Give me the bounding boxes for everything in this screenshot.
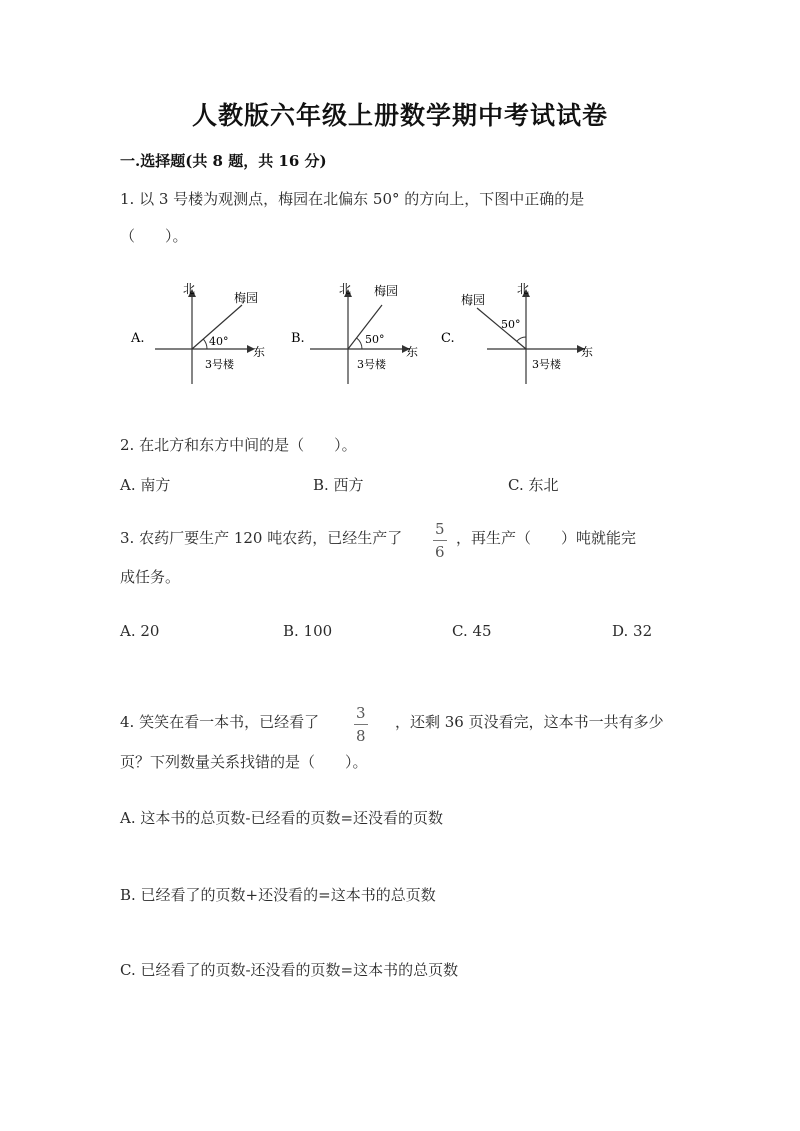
angle-arc	[517, 337, 526, 341]
question-3-text-line2: 成任务。	[120, 568, 181, 586]
svg-text:东: 东	[253, 345, 266, 359]
question-2-text: 2. 在北方和东方中间的是（ ）。	[120, 436, 357, 454]
question-4-option-c: C. 已经看了的页数-还没看的页数=这本书的总页数	[120, 961, 459, 979]
question-3-option-c: C. 45	[452, 622, 492, 640]
figure-option-b	[285, 280, 435, 394]
svg-text:东: 东	[406, 345, 419, 359]
svg-text:北: 北	[517, 282, 530, 296]
svg-text:东: 东	[581, 345, 594, 359]
question-3-option-b: B. 100	[283, 622, 333, 640]
question-3-text-before: 3. 农药厂要生产 120 吨农药，已经生产了	[120, 529, 403, 547]
question-3-text-after: ，再生产（ ）吨就能完	[456, 529, 637, 547]
svg-text:北: 北	[339, 282, 352, 296]
question-1-text: 1. 以 3 号楼为观测点，梅园在北偏东 50° 的方向上，下图中正确的是	[120, 190, 585, 208]
svg-text:3号楼: 3号楼	[357, 358, 386, 371]
question-2-option-b: B. 西方	[313, 476, 364, 494]
question-1-blank: （ ）。	[120, 227, 188, 245]
fraction-three-eighths: 3 8	[353, 704, 369, 745]
question-4-text-after: ，还剩 36 页没看完，这本书一共有多少	[395, 713, 664, 731]
svg-text:3号楼: 3号楼	[532, 358, 561, 371]
question-4-option-b: B. 已经看了的页数+还没看的=这本书的总页数	[120, 886, 436, 904]
figure-b-label: B.	[291, 331, 305, 346]
figure-option-a	[125, 280, 275, 394]
svg-text:北: 北	[183, 282, 196, 296]
question-3-option-a: A. 20	[120, 622, 160, 640]
fraction-five-sixths: 5 6	[432, 520, 448, 561]
page-title: 人教版六年级上册数学期中考试试卷	[191, 101, 608, 130]
figure-c-label: C.	[441, 331, 455, 346]
question-2-option-c: C. 东北	[508, 476, 559, 494]
figure-option-c	[437, 280, 597, 394]
angle-arc	[357, 338, 362, 349]
figure-a-label: A.	[131, 331, 145, 346]
svg-text:梅园: 梅园	[461, 293, 486, 307]
svg-text:3号楼: 3号楼	[205, 358, 234, 371]
svg-text:梅园: 梅园	[234, 291, 259, 305]
svg-text:50°: 50°	[365, 333, 385, 346]
question-4-text-line2: 页？下列数量关系找错的是（ ）。	[120, 753, 368, 771]
question-4-option-a: A. 这本书的总页数-已经看的页数=还没看的页数	[120, 809, 444, 827]
question-2-option-a: A. 南方	[120, 476, 171, 494]
angle-arc	[203, 339, 207, 349]
question-3-option-d: D. 32	[612, 622, 653, 640]
section-heading: 一.选择题(共 8 题，共 16 分)	[120, 152, 327, 170]
svg-text:梅园: 梅园	[374, 284, 399, 298]
question-4-text-before: 4. 笑笑在看一本书，已经看了	[120, 713, 320, 731]
svg-text:40°: 40°	[209, 335, 229, 348]
svg-text:50°: 50°	[501, 318, 521, 331]
